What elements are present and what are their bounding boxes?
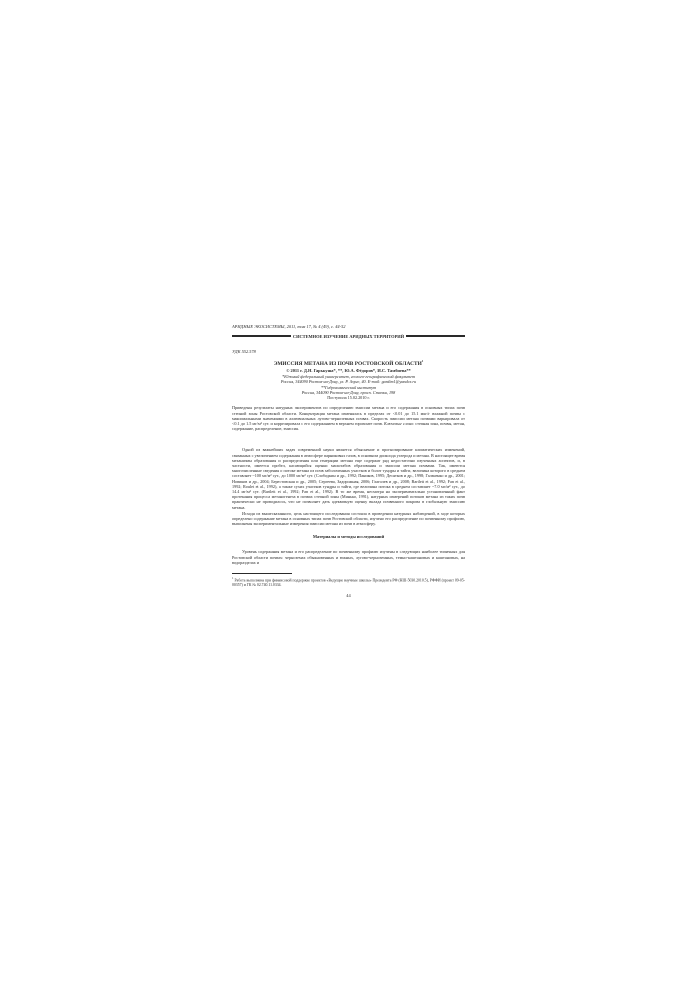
footnote-text: Работа выполнена при финансовой поддержке проектов «Ведущие научные школы» Президента РФ (НШ-5030.2010.5), РФФИ (проект 09-05-00357) и ГК № 02.740.11.0334. bbox=[232, 577, 465, 587]
udk-code: УДК 552.578 bbox=[232, 349, 256, 354]
section-bar bbox=[232, 332, 465, 340]
section-rule-right bbox=[406, 335, 465, 337]
title-footnote-mark: 1 bbox=[421, 359, 424, 363]
article-title bbox=[232, 358, 465, 368]
abstract bbox=[232, 405, 465, 431]
affiliation-line: *Южный федеральный университет, геолого-географический факультет bbox=[281, 373, 415, 379]
body-paragraph: Исходя из вышесказанного, цель настоящего исследования состояла в проведении натурных наблюдений, в ходе которых определено содержание метана в основных типах почв Ростовской области, изучено его распределение по почвенному профилю, выполнены экспериментальные измерения эмиссии метана из почв в атмосферу. bbox=[232, 510, 465, 527]
authors: © 2011 г. Д.Н. Гарькуша*, **, Ю.А. Фёдоров*, И.С. Тамбиева** bbox=[286, 367, 411, 373]
section-subheading: Материалы и методы исследований bbox=[312, 534, 385, 540]
footnote-mark: 1 bbox=[232, 575, 234, 580]
page-number: 44 bbox=[346, 592, 351, 598]
received-date: Поступила 15.02.2010 г. bbox=[327, 395, 370, 401]
article-page bbox=[232, 324, 465, 598]
footnote bbox=[232, 576, 465, 588]
affiliations bbox=[232, 374, 465, 396]
methods-paragraph: Уровень содержания метана и его распределение по почвенному профилю изучены в следующих наиболее типичных для Ростовской области почвах: черноземах обыкновенных и южных, лугово-черноземных, темно-каштановых и каштановых, на водоразделах и bbox=[232, 549, 465, 565]
section-rule-left bbox=[232, 335, 291, 337]
article-title-text: ЭМИССИЯ МЕТАНА ИЗ ПОЧВ РОСТОВСКОЙ ОБЛАСТИ bbox=[273, 360, 422, 367]
keywords-label: Ключевые слова: bbox=[384, 421, 415, 427]
affiliation-line: Россия, 344090 Ростов-на-Дону, ул. Р. Зорге, 40. E-mail: gardim1@yandex.ru bbox=[280, 379, 417, 385]
footnote-divider bbox=[232, 573, 292, 574]
journal-header: АРИДНЫЕ ЭКОСИСТЕМЫ, 2011, том 17, № 4 (49), с. 44-52 bbox=[232, 324, 346, 329]
body-paragraph: Одной из важнейших задач современной науки является объяснение и прогнозирование климатических изменений, связанных с увеличением содержания в атмосфере парниковых газов, в основном диоксида углерода и метана. В настоящее время механизмы образования и распределения или генерации метана еще содержат ряд недостаточно изученных аспектов, и, в частности, имеется пробел, касающийся оценки масштабов образования и эмиссии метана почвами. Так, имеются многочисленные сведения о потоке метана из почв заболоченных участков и болот тундры и тайги, величина которого в среднем составляет ~100 мг/м² сут., до 1000 мг/м² сут. (Слободкин и др., 1992; Паников, 1995; Десятков и др., 1998; Гальченко и др., 2001; Новиков и др., 2004; Берестовская и др., 2005; Сергеева, Задорожная, 2006; Глаголев и др., 2008; Bartlett et al., 1992; Fan et al., 1992; Roulet et al., 1992), а также сухих участков тундры и тайги, где величина потока в среднем составляет ~7.0 мг/м² сут., до 14.4 мг/м² сут. (Bartlett et al., 1992; Fan et al., 1992). В то же время, несмотря на экспериментально установленный факт протекания процесса метаногенеза в почвах степной зоны (Минько, 1991), натурных измерений потоков метана из таких почв практически не проводилось, что не позволяет дать адекватную оценку вклада почвенного покрова в глобальную эмиссию метана. bbox=[232, 447, 466, 510]
section-title: СИСТЕМНОЕ ИЗУЧЕНИЕ АРИДНЫХ ТЕРРИТОРИЙ bbox=[292, 333, 405, 339]
abstract-text: Приведены результаты натурных экспериментов по определению эмиссии метана и его содержания в основных типах почв степной зоны Ростовской области. Концентрация метана изменялась в пределах от <0.01 до 15.1 мкг/г влажной почвы с максимальными значениями в аллювиальных лугово-черноземных почвах. Скорость эмиссии метана почвами варьировала от <0.1 до 1.5 мг/м² сут. и коррелировала с его содержанием в верхнем горизонте почв. bbox=[232, 405, 465, 427]
keywords-text: степная зона, почвы, метан, содержание, распределение, эмиссия. bbox=[232, 421, 466, 432]
affiliation-line: Россия, 344090 Ростов-на-Дону, просп. Стачки, 198 bbox=[301, 390, 396, 396]
affiliation-line: **Гидрохимический институт bbox=[320, 384, 377, 390]
